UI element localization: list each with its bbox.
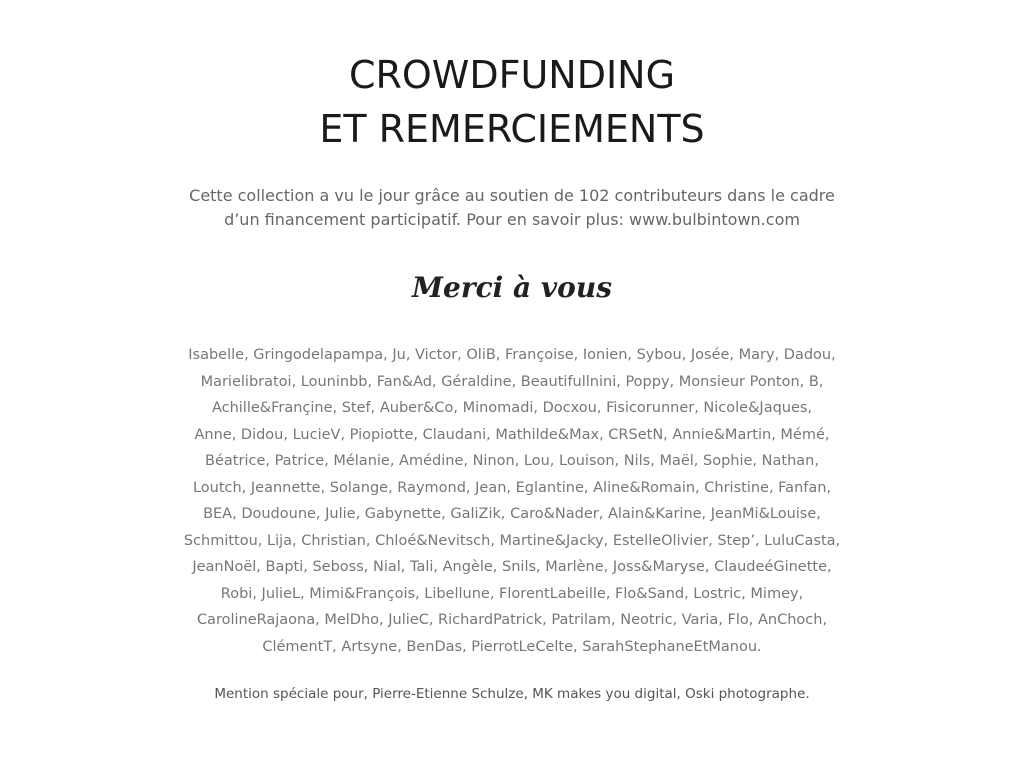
contributors-line: Robi, JulieL, Mimi&François, Libellune, FlorentLabeille, Flo&Sand, Lostric, Mimey, (220, 585, 804, 602)
contributors-line: BEA, Doudoune, Julie, Gabynette, GaliZik, Caro&Nader, Alain&Karine, JeanMi&Louise, (203, 506, 821, 522)
contributors-line: CarolineRajaona, MelDho, JulieC, RichardPatrick, Patrilam, Neotric, Varia, Flo, AnChoch, (196, 612, 828, 628)
contributors-list (0, 342, 1024, 660)
contributors-line: Béatrice, Patrice, Mélanie, Amédine, Ninon, Lou, Louison, Nils, Maël, Sophie, Nathan, (205, 453, 819, 469)
special-mention: Mention spéciale pour, Pierre-Etienne Schulze, MK makes you digital, Oski photographe. (214, 686, 810, 702)
title-line-1: CROWDFUNDING (348, 53, 676, 97)
contributors-line: ClémentT, Artsyne, BenDas, PierrotLeCelte, SarahStephaneEtManou. (262, 638, 762, 655)
intro-text (0, 184, 1024, 232)
contributors-line: Isabelle, Gringodelapampa, Ju, Victor, OliB, Françoise, Ionien, Sybou, Josée, Mary, Dadou, (188, 347, 836, 363)
contributors-line: Achille&Françine, Stef, Auber&Co, Minomadi, Docxou, Fisicorunner, Nicole&Jaques, (211, 400, 813, 416)
contributors-line: Anne, Didou, LucieV, Piopiotte, Claudani, Mathilde&Max, CRSetN, Annie&Martin, Mémé, (194, 426, 830, 443)
thanks-heading: Merci à vous (412, 271, 612, 304)
contributors-line: Schmittou, Lija, Christian, Chloé&Nevitsch, Martine&Jacky, EstelleOlivier, Step’, LuluCasta, (183, 532, 841, 549)
contributors-line: JeanNoël, Bapti, Seboss, Nial, Tali, Angèle, Snils, Marlène, Joss&Maryse, ClaudeéGinette, (192, 559, 832, 575)
intro-line-1: Cette collection a vu le jour grâce au soutien de 102 contributeurs dans le cadre (189, 186, 835, 205)
contributors-line: Loutch, Jeannette, Solange, Raymond, Jean, Eglantine, Aline&Romain, Christine, Fanfan, (192, 479, 832, 496)
title-line-2: ET REMERCIEMENTS (319, 107, 705, 151)
page-title (0, 48, 1024, 156)
contributors-line: Marielibratoi, Louninbb, Fan&Ad, Géraldine, Beautifullnini, Poppy, Monsieur Ponton, B, (200, 373, 824, 390)
intro-line-2: d’un financement participatif. Pour en savoir plus: www.bulbintown.com (224, 210, 800, 229)
